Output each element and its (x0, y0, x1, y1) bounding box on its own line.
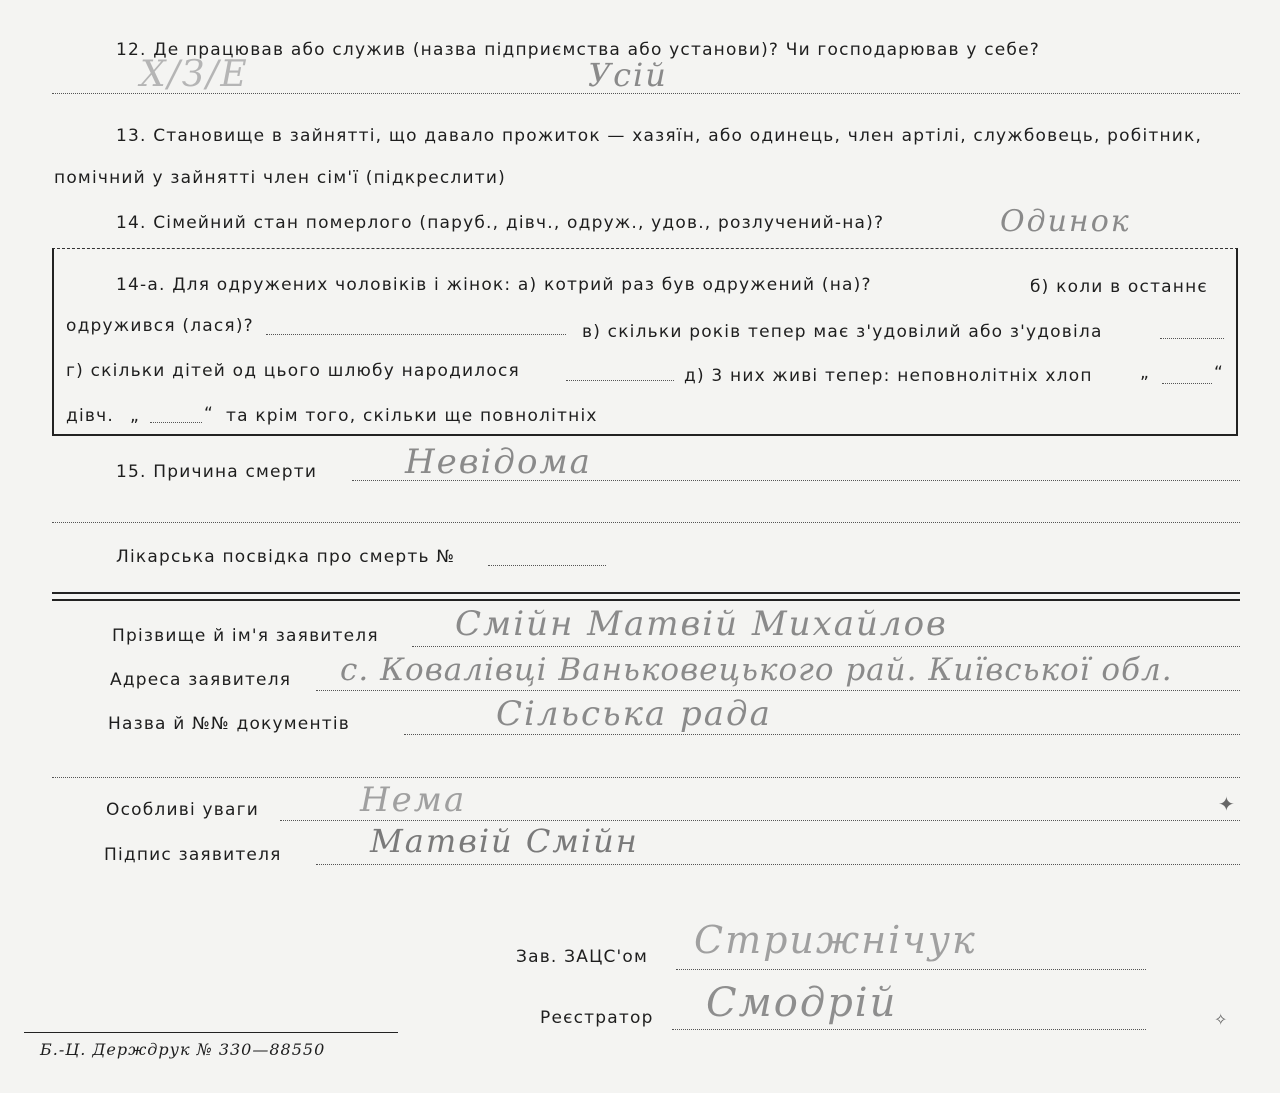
separator-rule-2 (52, 599, 1240, 601)
answer-line-15-extra (52, 522, 1240, 523)
answer-15: Невідома (405, 442, 592, 482)
printer-footer: Б.-Ц. Держдрук № 330—88550 (40, 1040, 326, 1059)
applicant-name-label: Прізвище й ім'я заявителя (112, 626, 379, 646)
documents-line (404, 734, 1240, 735)
question-14a-b: б) коли в останнє (1030, 277, 1208, 297)
registrar-label: Реєстратор (540, 1008, 654, 1028)
documents-line-extra (52, 777, 1240, 778)
applicant-address-handwritten: с. Ковалівці Ваньковецького рай. Київської обл. (340, 652, 1173, 688)
signature-label: Підпис заявителя (104, 845, 282, 865)
answer-line-girls (150, 422, 202, 423)
footer-rule (24, 1032, 398, 1033)
quote-open-boys: „ (1140, 363, 1151, 383)
question-14a-line-4b: та крім того, скільки ще повнолітніх (226, 406, 598, 426)
ink-speck: ✦ (1218, 792, 1235, 816)
applicant-name-line (412, 646, 1240, 647)
question-14a-line-2a: одружився (лася)? (66, 316, 254, 336)
answer-line-14a-g (566, 380, 674, 381)
registrar-signature-line (672, 1029, 1146, 1030)
question-13-line-2: помічний у зайнятті член сім'ї (підкреслити) (54, 168, 506, 188)
applicant-name-handwritten: Смійн Матвій Михайлов (455, 604, 948, 644)
applicant-signature-handwritten: Матвій Смійн (370, 822, 639, 860)
registrar-signature-handwritten: Смодрій (706, 980, 898, 1026)
medical-certificate-label: Лікарська посвідка про смерть № (116, 547, 456, 567)
answer-line-14a-v (1160, 338, 1224, 339)
answer-line-boys (1162, 383, 1212, 384)
signature-line (316, 864, 1240, 865)
question-14: 14. Сімейний стан померлого (паруб., дівч., одруж., удов., розлучений-на)? (116, 213, 885, 233)
documents-handwritten: Сільська рада (496, 694, 772, 734)
separator-rule-1 (52, 592, 1240, 594)
quote-close-boys: “ (1214, 363, 1225, 383)
question-14a-line-1: 14-а. Для одружених чоловіків і жінок: а) котрий раз був одружений (на)? (116, 275, 872, 295)
answer-14: Одинок (1000, 204, 1131, 239)
medical-certificate-line (488, 565, 606, 566)
quote-close-girls: “ (204, 404, 215, 424)
question-14a-line-4a: дівч. (66, 406, 114, 426)
quote-open-girls: „ (130, 406, 141, 426)
documents-label: Назва й №№ документів (108, 714, 351, 734)
question-14a-line-3a: г) скільки дітей од цього шлюбу народилося (66, 361, 520, 381)
remarks-label: Особливі уваги (106, 800, 259, 820)
head-label: Зав. ЗАЦС'ом (516, 947, 649, 967)
applicant-address-line (316, 690, 1240, 691)
question-13-line-1: 13. Становище в зайнятті, що давало прожиток — хазяїн, або одинець, член артілі, службовець, робітник, (116, 126, 1203, 146)
answer-line-14a-b (266, 334, 566, 335)
question-12: 12. Де працював або служив (назва підприємства або установи)? Чи господарював у себе? (116, 40, 1040, 60)
margin-note: Х/З/Е (140, 54, 249, 95)
remarks-handwritten: Нема (360, 780, 467, 820)
question-14a-line-2b: в) скільки років тепер має з'удовілий або з'удовіла (582, 322, 1103, 342)
head-signature-handwritten: Стрижнічук (694, 918, 977, 962)
applicant-address-label: Адреса заявителя (110, 670, 292, 690)
question-14a-line-3b: д) 3 них живі тепер: неповнолітніх хлоп (684, 366, 1093, 386)
answer-12: Усій (588, 56, 668, 94)
question-15: 15. Причина смерти (116, 462, 318, 482)
remarks-line (280, 820, 1240, 821)
head-signature-line (676, 969, 1146, 970)
ink-speck: ✧ (1214, 1010, 1228, 1029)
